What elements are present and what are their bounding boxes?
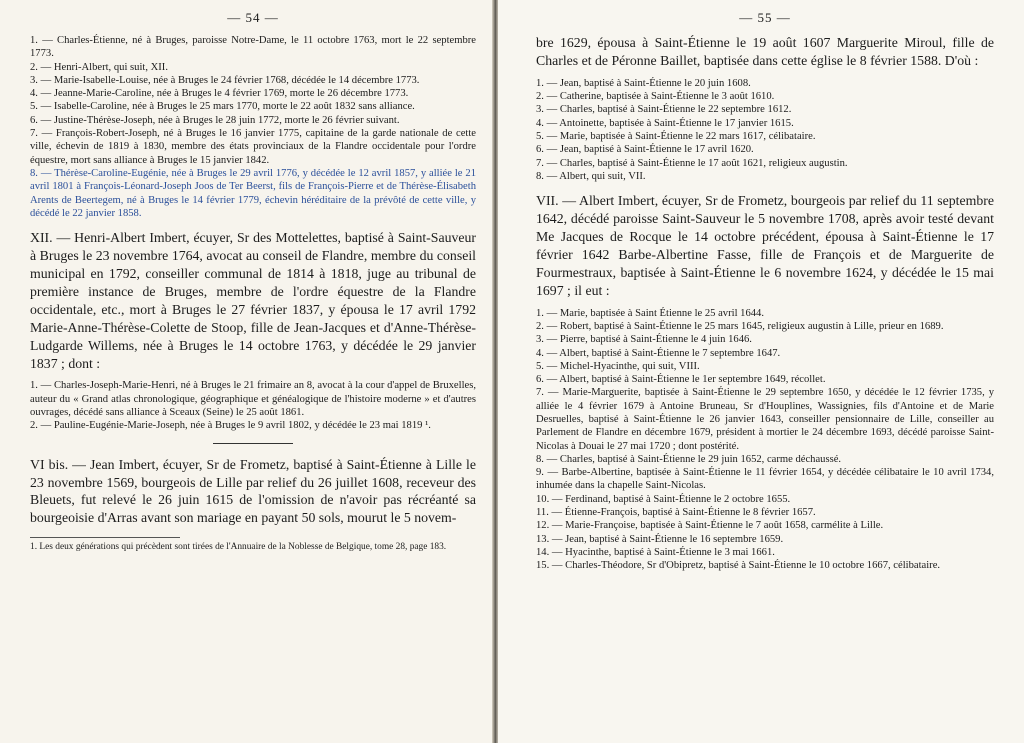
children-list-vi — [536, 77, 994, 183]
list-item: 1. — Charles-Joseph-Marie-Henri, né à Bruges le 21 frimaire an 8, avocat à la cour d'appel de Bruxelles, auteur du « Grand atlas chronologique, géographique et généalogique de l'histoire moderne » et d'autres ouvrages, décédé sans alliance à Sceaux (Seine) le 25 août 1861. — [30, 380, 476, 418]
section-vi-bis-paragraph: VI bis. — Jean Imbert, écuyer, Sr de Frometz, baptisé à Saint-Étienne à Lille le 23 novembre 1569, bourgeois de Lille par relief du 26 juillet 1608, receveur des Bleuets, fut relevé le 26 juin 1615 de l'omission de n'avoir pas récréanté sa bourgeoisie d'Arras avant son mariage en payant 50 sols, mourut le 5 novem- — [30, 456, 476, 526]
list-item: 3. — Charles, baptisé à Saint-Étienne le 22 septembre 1612. — [536, 104, 792, 116]
list-item: 2. — Robert, baptisé à Saint-Étienne le 25 mars 1645, religieux augustin à Lille, prieur en 1689. — [536, 320, 944, 332]
list-item: 7. — Charles, baptisé à Saint-Étienne le 17 août 1621, religieux augustin. — [536, 157, 848, 169]
right-page — [498, 0, 1024, 743]
list-item: 3. — Pierre, baptisé à Saint-Étienne le 4 juin 1646. — [536, 334, 752, 346]
list-item: 6. — Jean, baptisé à Saint-Étienne le 17 avril 1620. — [536, 144, 754, 156]
children-list-xii — [30, 379, 476, 432]
section-divider — [213, 443, 293, 444]
footnote-divider — [30, 537, 180, 538]
children-list-xi — [30, 34, 476, 220]
list-item: 1. — Jean, baptisé à Saint-Étienne le 20 juin 1608. — [536, 77, 751, 89]
children-list-vii — [536, 307, 994, 573]
list-item: 8. — Albert, qui suit, VII. — [536, 170, 646, 182]
list-item: 14. — Hyacinthe, baptisé à Saint-Étienne le 3 mai 1661. — [536, 546, 775, 558]
list-item: 9. — Barbe-Albertine, baptisée à Saint-Étienne le 11 février 1654, y décédée célibataire le 10 avril 1734, inhumée dans la chapelle Saint-Nicolas. — [536, 467, 994, 492]
list-item: 13. — Jean, baptisé à Saint-Étienne le 16 septembre 1659. — [536, 533, 784, 545]
section-vii-paragraph: VII. — Albert Imbert, écuyer, Sr de Frometz, bourgeois par relief du 11 septembre 1642, décédé paroisse Saint-Sauveur le 5 novembre 1708, après avoir testé devant Me Jacques de Rocque le 14 octobre précédent, épousa à Saint-Étienne le 17 février 1642 Barbe-Albertine Fasse, fille de François et de Marguerite de Fourmestraux, baptisée à Saint-Étienne le 6 novembre 1624, y décédée le 15 mai 1697 ; il eut : — [536, 193, 994, 298]
list-item: 5. — Michel-Hyacinthe, qui suit, VIII. — [536, 360, 700, 372]
list-item: 10. — Ferdinand, baptisé à Saint-Étienne le 2 octobre 1655. — [536, 493, 791, 505]
list-item: 11. — Étienne-François, baptisé à Saint-Étienne le 8 février 1657. — [536, 507, 816, 519]
list-item: 2. — Henri-Albert, qui suit, XII. — [30, 61, 168, 73]
list-item: 7. — Marie-Marguerite, baptisée à Saint-Étienne le 29 septembre 1650, y décédée le 12 février 1735, y alliée le 4 février 1679 à Antoine Bruneau, Sr d'Houplines, Wassignies, fils d'Antoine et de Marie Desruelles, baptisé à Saint-Étienne le 26 janvier 1643, conseiller pensionnaire de Lille, conseiller au Parlement de Flandre en décembre 1679, président à mortier le 24 décembre 1693, décédé paroisse Saint-Nicolas à Douai le 27 mai 1720 ; dont postérité. — [536, 387, 994, 452]
list-item: 5. — Isabelle-Caroline, née à Bruges le 25 mars 1770, morte le 22 août 1832 sans alliance. — [30, 101, 415, 113]
list-item: 8. — Thérèse-Caroline-Eugénie, née à Bruges le 29 avril 1776, y décédée le 12 avril 1857, y alliée le 21 avril 1801 à François-Léonard-Joseph Joos de Ter Beerst, fils de François-Pierre et de Thérèse-Élisabeth Arents de Beertegem, né à Bruges le 14 février 1779, échevin héréditaire de la prévôté de cette ville, y décédé le 22 janvier 1858. — [30, 167, 476, 219]
list-item: 12. — Marie-Françoise, baptisée à Saint-Étienne le 7 août 1658, carmélite à Lille. — [536, 520, 884, 532]
list-item: 15. — Charles-Théodore, Sr d'Obipretz, baptisé à Saint-Étienne le 10 octobre 1667, célibataire. — [536, 560, 941, 572]
list-item: 8. — Charles, baptisé à Saint-Étienne le 29 juin 1652, carme déchaussé. — [536, 453, 842, 465]
list-item: 4. — Albert, baptisé à Saint-Étienne le 7 septembre 1647. — [536, 347, 781, 359]
left-page — [0, 0, 494, 743]
list-item: 2. — Catherine, baptisée à Saint-Étienne le 3 août 1610. — [536, 91, 775, 103]
list-item: 5. — Marie, baptisée à Saint-Étienne le 22 mars 1617, célibataire. — [536, 131, 816, 142]
footnote: 1. Les deux générations qui précèdent sont tirées de l'Annuaire de la Noblesse de Belgique, tome 28, page 183. — [30, 542, 447, 553]
list-item: 7. — François-Robert-Joseph, né à Bruges le 16 janvier 1775, capitaine de la garde nationale de cette ville, échevin de 1819 à 1830, membre des états provinciaux de la Flandre occidentale pour l'ordre équestre, mort sans alliance à Bruges le 15 janvier 1842. — [30, 128, 476, 166]
section-xii-paragraph: XII. — Henri-Albert Imbert, écuyer, Sr des Mottelettes, baptisé à Saint-Sauveur à Bruges le 23 novembre 1764, avocat au conseil de Flandre, membre du conseil municipal en 1792, conseiller communal de 1814 à 1818, juge au tribunal de première instance de Bruges, membre de l'ordre équestre de la Flandre occidentale, etc., mort à Bruges le 27 février 1837, y épousa le 17 avril 1792 Marie-Anne-Thérèse-Colette de Stoop, fille de Jean-Jacques et d'Anne-Thérèse-Ludgarde Willems, née à Bruges le 14 octobre 1763, y décédée le 29 janvier 1837 ; dont : — [30, 230, 476, 371]
list-item: 6. — Justine-Thérèse-Joseph, née à Bruges le 28 juin 1772, morte le 26 février suivant. — [30, 114, 400, 126]
page-number: — 55 — — [739, 10, 791, 25]
list-item: 1. — Charles-Étienne, né à Bruges, paroisse Notre-Dame, le 11 octobre 1763, mort le 22 septembre 1773. — [30, 35, 476, 60]
list-item: 2. — Pauline-Eugénie-Marie-Joseph, née à Bruges le 9 avril 1802, y décédée le 23 mai 1819 ¹. — [30, 420, 431, 432]
list-item: 1. — Marie, baptisée à Saint Étienne le 25 avril 1644. — [536, 307, 764, 319]
page-number: — 54 — — [227, 10, 279, 25]
continuation-paragraph: bre 1629, épousa à Saint-Étienne le 19 août 1607 Marguerite Miroul, fille de Charles et de Péronne Baillet, baptisée dans cette église le 8 février 1588. D'où : — [536, 35, 994, 68]
list-item: 4. — Antoinette, baptisée à Saint-Étienne le 17 janvier 1615. — [536, 117, 794, 129]
list-item: 3. — Marie-Isabelle-Louise, née à Bruges le 24 février 1768, décédée le 14 décembre 1773. — [30, 74, 420, 86]
list-item: 4. — Jeanne-Marie-Caroline, née à Bruges le 4 février 1769, morte le 26 décembre 1773. — [30, 88, 409, 100]
list-item: 6. — Albert, baptisé à Saint-Étienne le 1er septembre 1649, récollet. — [536, 374, 826, 386]
